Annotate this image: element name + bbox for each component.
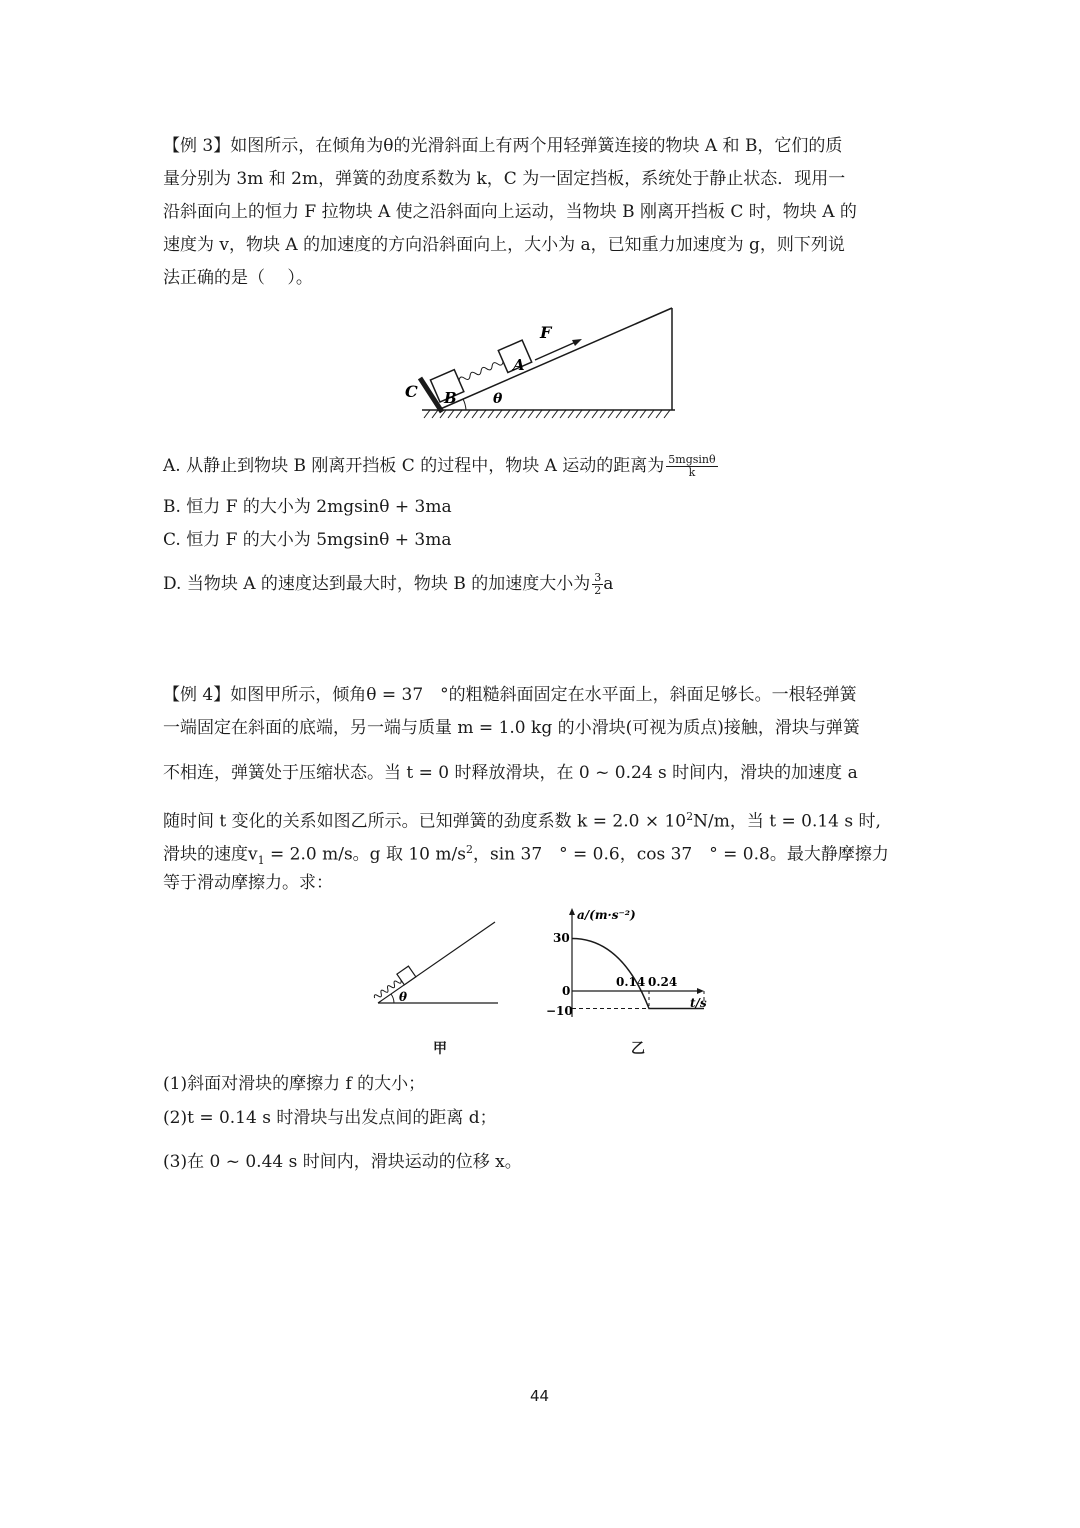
- caption-jia: 甲: [433, 1041, 447, 1057]
- ex4-line-5-sub: 1: [257, 854, 265, 868]
- label-a: A: [513, 356, 525, 374]
- y-tick-neg10: −10: [546, 1004, 573, 1018]
- ex3-line-5: 法正确的是（ ）。: [163, 268, 313, 288]
- ex3-line-2: 量分别为 3m 和 2m，弹簧的劲度系数为 k，C 为一固定挡板，系统处于静止状态．现用一: [163, 169, 846, 189]
- y-tick-0: 0: [562, 984, 571, 998]
- option-a-denominator: k: [688, 466, 696, 479]
- x-tick-014: 0.14: [616, 975, 646, 989]
- y-axis-label: a/(m·s⁻²): [577, 908, 636, 922]
- option-d: [163, 572, 613, 597]
- ex4-line-3: 不相连，弹簧处于压缩状态。当 t = 0 时释放滑块，在 0 ~ 0.24 s 时间内，滑块的加速度 a: [163, 763, 858, 783]
- ex4-line-5c: ，sin 37 ° = 0.6，cos 37 ° = 0.8。最大静摩擦力: [472, 844, 889, 865]
- ex3-line-1: 【例 3】如图所示，在倾角为θ的光滑斜面上有两个用轻弹簧连接的物块 A 和 B，它们的质: [163, 136, 843, 156]
- option-a-text: A. 从静止到物块 B 刚离开挡板 C 的过程中，物块 A 运动的距离为: [163, 456, 665, 476]
- option-b: B. 恒力 F 的大小为 2mgsinθ + 3ma: [163, 497, 452, 517]
- ex4-line-4b: N/m，当 t = 0.14 s 时,: [693, 811, 881, 832]
- y-tick-30: 30: [553, 931, 570, 945]
- question-2: (2)t = 0.14 s 时滑块与出发点间的距离 d；: [163, 1108, 497, 1128]
- incline-spring-figure: [368, 915, 503, 1010]
- acceleration-chart: [540, 905, 720, 1025]
- option-d-tail: a: [603, 574, 614, 594]
- question-3: (3)在 0 ~ 0.44 s 时间内，滑块运动的位移 x。: [163, 1152, 522, 1172]
- ex4-line-4-sup: 2: [686, 810, 694, 823]
- label-b: B: [444, 389, 457, 407]
- option-d-text: D. 当物块 A 的速度达到最大时，物块 B 的加速度大小为: [163, 574, 591, 594]
- option-a: [163, 454, 718, 479]
- ex4-line-5: [163, 838, 889, 873]
- series-line-a: [572, 939, 704, 1009]
- ex4-line-5a: 滑块的速度v: [163, 844, 258, 865]
- incline-figure: [400, 300, 690, 425]
- ex4-line-1: 【例 4】如图甲所示，倾角θ = 37 °的粗糙斜面固定在水平面上，斜面足够长。一根轻弹簧: [163, 685, 857, 705]
- ex4-line-2: 一端固定在斜面的底端，另一端与质量 m = 1.0 kg 的小滑块(可视为质点)接触，滑块与弹簧: [163, 718, 860, 738]
- option-d-denominator: 2: [594, 584, 602, 597]
- ex4-line-6: 等于滑动摩擦力。求：: [163, 873, 333, 893]
- page-number: 44: [530, 1387, 550, 1405]
- ex4-line-4a: 随时间 t 变化的关系如图乙所示。已知弹簧的劲度系数 k = 2.0 × 10: [163, 811, 687, 832]
- question-1: (1)斜面对滑块的摩擦力 f 的大小；: [163, 1074, 426, 1094]
- caption-yi: 乙: [631, 1041, 645, 1057]
- option-a-fraction: [666, 454, 717, 479]
- ex4-line-4: [163, 805, 881, 834]
- option-a-numerator: 5mgsinθ: [668, 453, 716, 466]
- ex4-line-5-sup: 2: [465, 843, 473, 856]
- option-c: C. 恒力 F 的大小为 5mgsinθ + 3ma: [163, 530, 452, 550]
- jia-theta: θ: [399, 990, 408, 1004]
- label-f: F: [540, 323, 552, 342]
- x-axis-label: t/s: [690, 996, 707, 1010]
- label-theta: θ: [493, 391, 503, 407]
- option-d-numerator: 3: [594, 571, 602, 584]
- ex3-line-4: 速度为 v，物块 A 的加速度的方向沿斜面向上，大小为 a，已知重力加速度为 g，则下列说: [163, 235, 845, 255]
- option-d-fraction: [592, 572, 603, 597]
- ex3-line-3: 沿斜面向上的恒力 F 拉物块 A 使之沿斜面向上运动，当物块 B 刚离开挡板 C 时，物块 A 的: [163, 202, 857, 222]
- label-c: C: [405, 382, 418, 401]
- ex4-line-5b: = 2.0 m/s。g 取 10 m/s: [264, 844, 466, 865]
- x-tick-024: 0.24: [648, 975, 678, 989]
